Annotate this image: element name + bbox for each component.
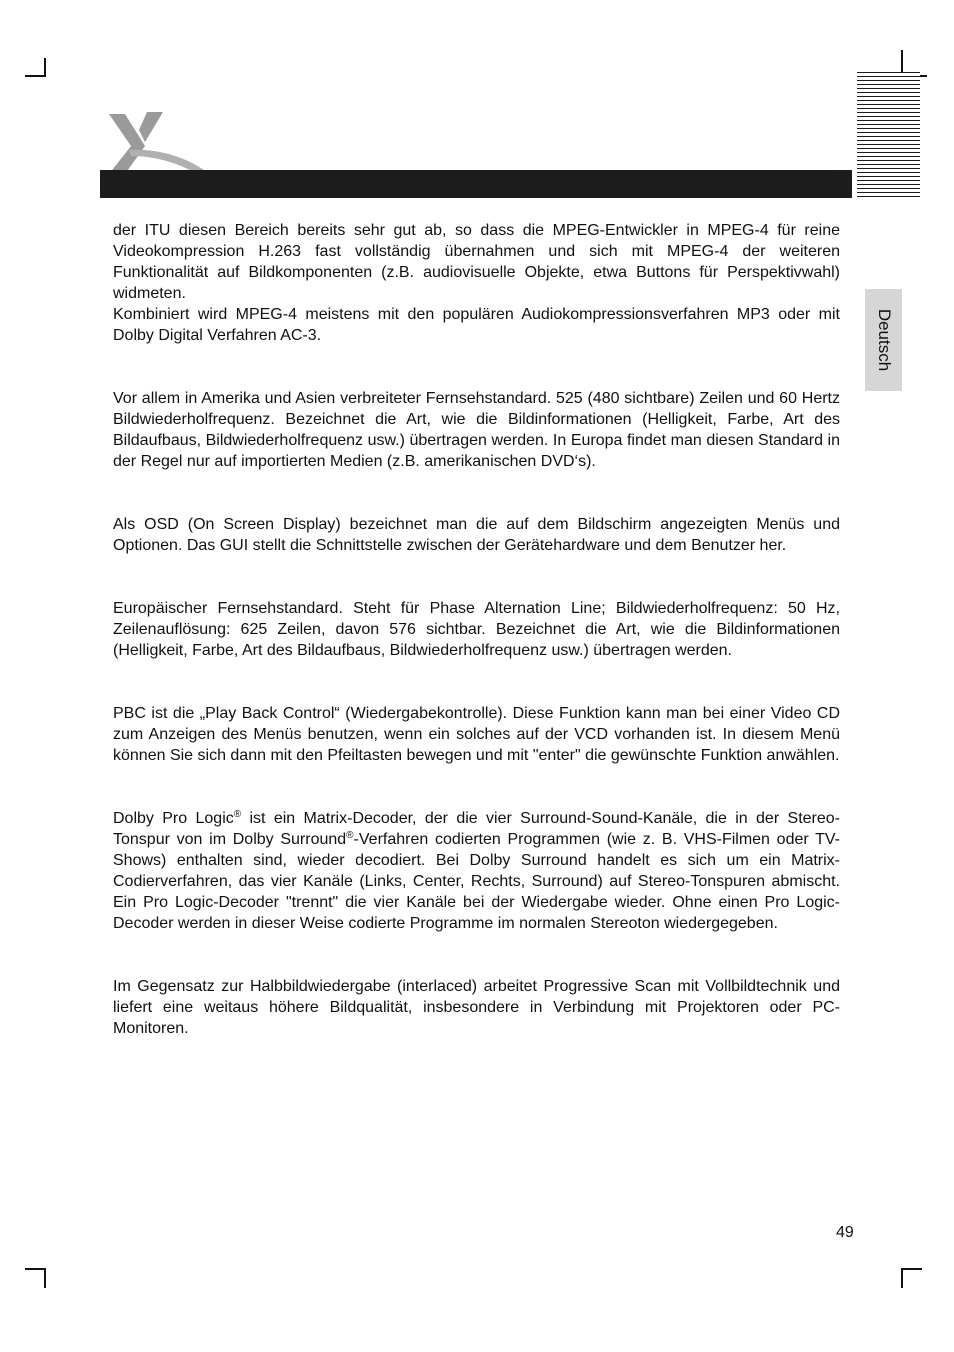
header-dot-pattern-icon xyxy=(818,170,854,198)
paragraph-mpeg4-audio: Kombiniert wird MPEG-4 meistens mit den populären Audiokompressionsverfahren MP3 oder mit Dolby Digital Verfahren AC-3. xyxy=(113,306,840,344)
registered-mark: ® xyxy=(233,809,242,820)
paragraph-pbc: PBC ist die „Play Back Control“ (Wiedergabekontrolle). Diese Funktion kann man bei einer Video CD zum Anzeigen des Menüs benutzen, wenn ein solches auf der VCD vorhanden ist. In diesem Menü können Sie sich dann mit den Pfeiltasten bewegen und mit "enter" die gewünschte Funktion anwählen. xyxy=(113,705,840,764)
paragraph-ntsc: Vor allem in Amerika und Asien verbreiteter Fernsehstandard. 525 (480 sichtbare) Zeilen und 60 Hertz Bildwiederholfrequenz. Bezeichnet die Art, wie die Bildinformationen (Helligkeit, Farbe, Art des Bildaufbaus, Bildwiederholfrequenz usw.) übertragen werden. In Europa findet man diesen Standard in der Regel nur auf importierten Medien (z.B. amerikanischen DVD‘s). xyxy=(113,390,840,470)
paragraph-osd: Als OSD (On Screen Display) bezeichnet man die auf dem Bildschirm angezeigten Menüs und Optionen. Das GUI stellt die Schnittstelle zwischen der Gerätehardware und dem Benutzer her. xyxy=(113,516,840,554)
language-tab-label: Deutsch xyxy=(874,308,894,372)
crop-mark-bottom-right-v xyxy=(901,1268,903,1288)
dolby-text-1: Dolby Pro Logic xyxy=(113,810,234,827)
page-number: 49 xyxy=(836,1224,854,1241)
registered-mark: ® xyxy=(346,830,354,841)
crop-mark-bottom-left-h xyxy=(25,1268,46,1270)
brand-logo-icon xyxy=(105,104,215,176)
paragraph-progressive-scan: Im Gegensatz zur Halbbildwiedergabe (interlaced) arbeitet Progressive Scan mit Vollbildtechnik und liefert eine weitaus höhere Bildqualität, insbesondere in Verbindung mit Projektoren oder PC-Monitoren. xyxy=(113,978,840,1037)
crop-mark-top-left-h xyxy=(25,75,46,77)
dolby-text-2: ist ein Matrix-Decoder, der die vier Surround-Sound-Kanäle, die in der Stereo-Tonspur von im Dolby Surround xyxy=(113,810,840,848)
paragraph-dolby-pro-logic xyxy=(113,808,840,934)
dolby-text-3: -Verfahren codierten Programmen (wie z. B. VHS-Filmen oder TV-Shows) enthalten sind, wieder decodiert. Bei Dolby Surround handelt es sich um ein Matrix-Codierverfahren, das vier Kanäle (Links, Center, Rechts, Surround) auf Stereo-Tonspuren abmischt. Ein Pro Logic-Decoder "trennt" die vier Kanäle bei der Wiedergabe wieder. Ohne einen Pro Logic-Decoder werden in dieser Weise codierte Programme im normalen Stereoton wiedergegeben. xyxy=(113,831,840,932)
crop-mark-bottom-right-h xyxy=(901,1268,922,1270)
decorative-stripes xyxy=(857,72,920,199)
paragraph-pal: Europäischer Fernsehstandard. Steht für Phase Alternation Line; Bildwiederholfrequenz: 50 Hz, Zeilenauflösung: 625 Zeilen, davon 576 sichtbar. Bezeichnet die Art, wie die Bildinformationen (Helligkeit, Farbe, Art des Bildaufbaus, Bildwiederholfrequenz usw.) übertragen werden. xyxy=(113,600,840,659)
header-bar xyxy=(100,170,852,198)
glossary-content xyxy=(113,220,840,1039)
crop-mark-bottom-left-v xyxy=(44,1268,46,1288)
paragraph-mpeg4-intro: der ITU diesen Bereich bereits sehr gut ab, so dass die MPEG-Entwickler in MPEG-4 für reine Videokompression H.263 fast vollständig übernahmen und sich mit MPEG-4 der weiteren Funktionalität auf Bildkomponenten (z.B. audiovisuelle Objekte, etwa Buttons für Perspektivwahl) widmeten. xyxy=(113,222,840,302)
language-tab xyxy=(865,289,902,391)
